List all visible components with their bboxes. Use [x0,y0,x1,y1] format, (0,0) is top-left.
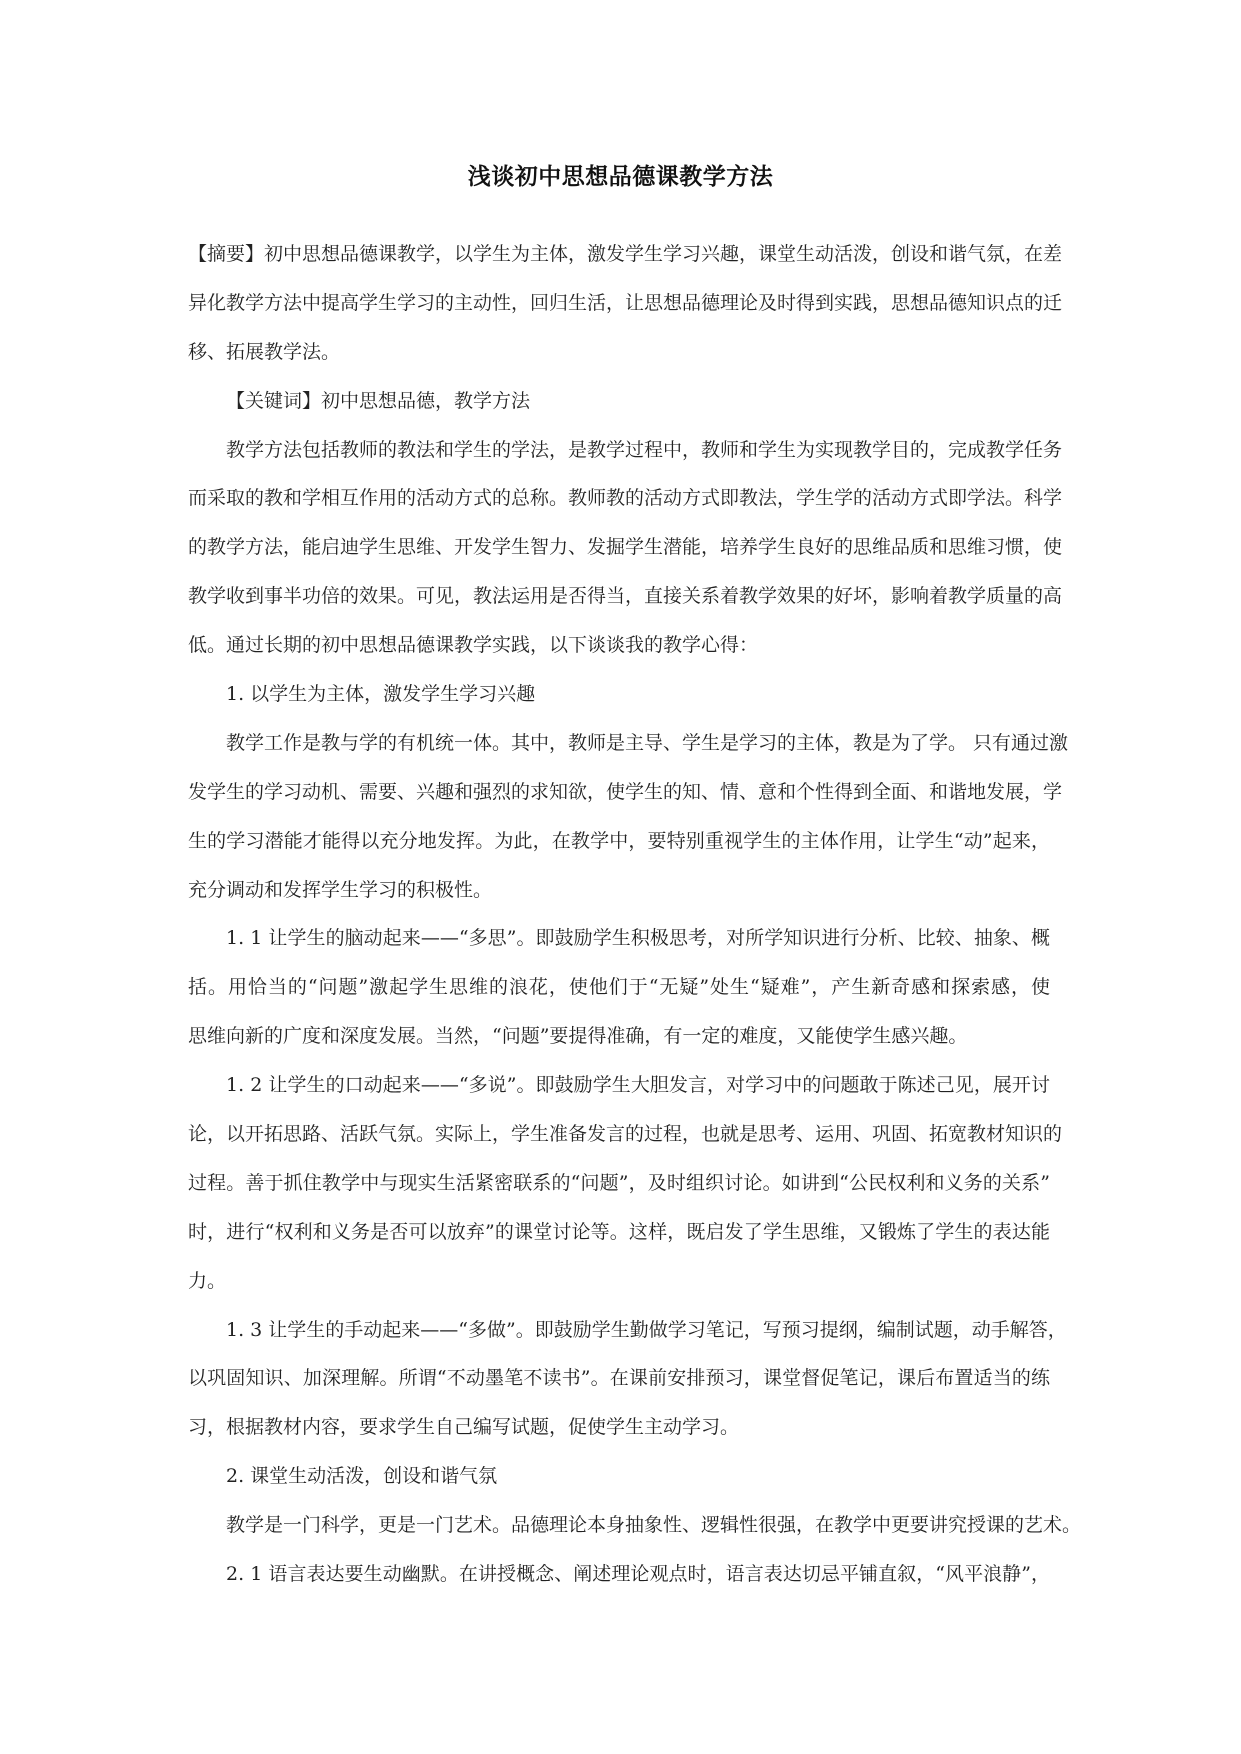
paragraph-line: 异化教学方法中提高学生学习的主动性，回归生活，让思想品德理论及时得到实践，思想品德知识点的迁 [188,291,1063,314]
paragraph-line: 1. 1 让学生的脑动起来——“多思”。即鼓励学生积极思考，对所学知识进行分析、比较、抽象、概 [226,927,1050,950]
paragraph-line: 教学是一门科学，更是一门艺术。品德理论本身抽象性、逻辑性很强，在教学中更要讲究授课的艺术。 [226,1514,1082,1537]
paragraph-line: 教学方法包括教师的教法和学生的学法，是教学过程中，教师和学生为实现教学目的，完成教学任务 [226,438,1063,461]
paragraph-line: 1. 2 让学生的口动起来——“多说”。即鼓励学生大胆发言，对学习中的问题敢于陈述己见，展开讨 [226,1074,1050,1097]
keywords-line: 【关键词】初中思想品德，教学方法 [226,389,531,412]
paragraph-line: 充分调动和发挥学生学习的积极性。 [188,878,493,901]
paragraph-line: 时，进行“权利和义务是否可以放弃”的课堂讨论等。这样，既启发了学生思维，又锻炼了学生的表达能 [188,1220,1050,1243]
paragraph-line: 教学收到事半功倍的效果。可见，教法运用是否得当，直接关系着教学效果的好坏，影响着教学质量的高 [188,585,1063,608]
paragraph-line: 而采取的教和学相互作用的活动方式的总称。教师教的活动方式即教法，学生学的活动方式即学法。科学 [188,487,1063,510]
paragraph-line: 力。 [188,1269,227,1292]
paragraph-line: 思维向新的广度和深度发展。当然，“问题”要提得准确，有一定的难度，又能使学生感兴趣。 [188,1025,968,1048]
paragraph-line: 以巩固知识、加深理解。所谓“不动墨笔不读书”。在课前安排预习，课堂督促笔记，课后布置适当的练 [188,1367,1050,1390]
section-heading: 2. 课堂生动活泼，创设和谐气氛 [226,1465,498,1488]
document-body [188,230,1082,1599]
paragraph-line: 移、拓展教学法。 [188,340,341,363]
paragraph-line: 发学生的学习动机、需要、兴趣和强烈的求知欲，使学生的知、情、意和个性得到全面、和谐地发展，学 [188,780,1063,803]
paragraph-line: 1. 3 让学生的手动起来——“多做”。即鼓励学生勤做学习笔记，写预习提纲，编制试题，动手解答， [226,1318,1067,1341]
paragraph-line: 过程。善于抓住教学中与现实生活紧密联系的“问题”，及时组织讨论。如讲到“公民权利和义务的关系” [188,1171,1050,1194]
paragraph-line: 教学工作是教与学的有机统一体。其中，教师是主导、学生是学习的主体，教是为了学。 只有通过激 [226,731,1069,754]
paragraph-line: 低。通过长期的初中思想品德课教学实践，以下谈谈我的教学心得： [188,634,759,657]
paragraph-line: 2. 1 语言表达要生动幽默。在讲授概念、阐述理论观点时，语言表达切忌平铺直叙，“风平浪静”， [226,1563,1050,1586]
paragraph-line: 习，根据教材内容，要求学生自己编写试题，促使学生主动学习。 [188,1416,740,1439]
section-heading: 1. 以学生为主体，激发学生学习兴趣 [226,683,536,706]
paragraph-line: 生的学习潜能才能得以充分地发挥。为此，在教学中，要特别重视学生的主体作用，让学生“动”起来， [188,829,1050,852]
page-title: 浅谈初中思想品德课教学方法 [467,164,774,190]
paragraph-line: 论，以开拓思路、活跃气氛。实际上，学生准备发言的过程，也就是思考、运用、巩固、拓宽教材知识的 [188,1123,1063,1146]
paragraph-line: 括。用恰当的“问题”激起学生思维的浪花，使他们于“无疑”处生“疑难”，产生新奇感和探索感，使 [188,976,1050,999]
paragraph-line: 【摘要】初中思想品德课教学，以学生为主体，激发学生学习兴趣，课堂生动活泼，创设和谐气氛，在差 [188,243,1063,265]
paragraph-line: 的教学方法，能启迪学生思维、开发学生智力、发掘学生潜能，培养学生良好的思维品质和思维习惯，使 [188,536,1063,559]
